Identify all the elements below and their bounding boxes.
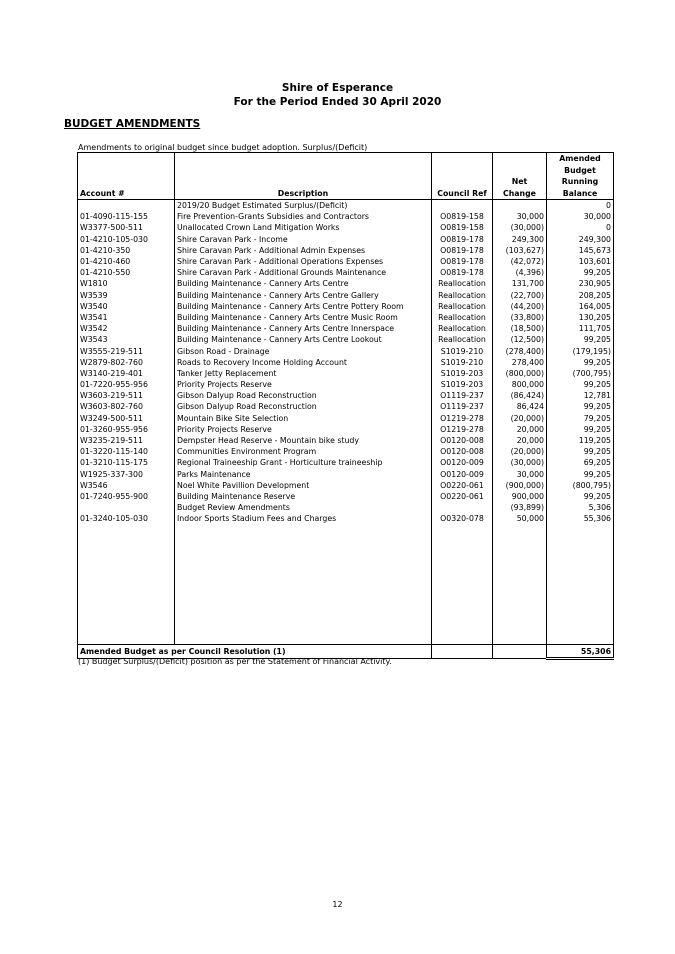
intro-text: Amendments to original budget since budget adoption. Surplus/(Deficit) (78, 143, 368, 152)
net-change-cell: 20,000 (493, 424, 547, 435)
council-ref-cell: S1019-210 (432, 345, 493, 356)
balance-cell: 99,205 (547, 424, 614, 435)
account-cell: W3555-219-511 (78, 345, 175, 356)
balance-cell: 230,905 (547, 278, 614, 289)
council-ref-cell: Reallocation (432, 301, 493, 312)
council-ref-cell: O0819-158 (432, 222, 493, 233)
council-ref-cell: O0120-009 (432, 469, 493, 480)
account-cell: 01-4210-460 (78, 256, 175, 267)
table-row (78, 211, 614, 222)
account-cell: 01-4210-350 (78, 245, 175, 256)
net-change-cell: (44,200) (493, 301, 547, 312)
balance-cell: 0 (547, 222, 614, 233)
council-ref-cell: O1219-278 (432, 413, 493, 424)
description-cell: Priority Projects Reserve (175, 424, 432, 435)
description-cell: Budget Review Amendments (175, 502, 432, 513)
net-change-cell: (93,899) (493, 502, 547, 513)
council-ref-cell: O0819-158 (432, 211, 493, 222)
balance-cell: 99,205 (547, 401, 614, 412)
net-change-cell: (12,500) (493, 334, 547, 345)
table-row (78, 491, 614, 502)
description-cell: Building Maintenance - Cannery Arts Centre Gallery (175, 290, 432, 301)
description-cell: Building Maintenance - Cannery Arts Centre Music Room (175, 312, 432, 323)
council-ref-cell: O1119-237 (432, 401, 493, 412)
council-ref-cell: O0819-178 (432, 256, 493, 267)
balance-cell: 12,781 (547, 390, 614, 401)
description-cell: Fire Prevention-Grants Subsidies and Contractors (175, 211, 432, 222)
table-row (78, 457, 614, 468)
description-cell: Shire Caravan Park - Additional Operations Expenses (175, 256, 432, 267)
net-change-cell: (278,400) (493, 345, 547, 356)
description-cell: Building Maintenance - Cannery Arts Centre (175, 278, 432, 289)
net-change-cell: (800,000) (493, 368, 547, 379)
net-change-cell: (20,000) (493, 446, 547, 457)
council-ref-cell: S1019-203 (432, 379, 493, 390)
balance-cell: (179,195) (547, 345, 614, 356)
balance-cell: 79,205 (547, 413, 614, 424)
header-balance-line1: Amended (559, 154, 601, 163)
account-cell: W3546 (78, 480, 175, 491)
table-row (78, 345, 614, 356)
account-cell: W3539 (78, 290, 175, 301)
account-cell: W3542 (78, 323, 175, 334)
description-cell: Gibson Dalyup Road Reconstruction (175, 390, 432, 401)
header-net-change-line2: Change (503, 188, 536, 198)
council-ref-cell: O0220-061 (432, 491, 493, 502)
table-row (78, 312, 614, 323)
total-label: Amended Budget as per Council Resolution (1) (78, 645, 432, 659)
header-net-change-line1: Net (511, 177, 528, 186)
account-cell: W1810 (78, 278, 175, 289)
table-row (78, 435, 614, 446)
net-change-cell: 30,000 (493, 211, 547, 222)
balance-cell: 99,205 (547, 334, 614, 345)
table-row (78, 301, 614, 312)
table-filler-row (78, 524, 614, 645)
net-change-cell (493, 200, 547, 212)
balance-cell: 99,205 (547, 491, 614, 502)
net-change-cell: 20,000 (493, 435, 547, 446)
account-cell: W3603-219-511 (78, 390, 175, 401)
table-row (78, 334, 614, 345)
description-cell: Noel White Pavillion Development (175, 480, 432, 491)
description-cell: Gibson Dalyup Road Reconstruction (175, 401, 432, 412)
net-change-cell: 900,000 (493, 491, 547, 502)
net-change-cell: 131,700 (493, 278, 547, 289)
header-balance-line2: Budget (564, 165, 596, 175)
document-subtitle: For the Period Ended 30 April 2020 (233, 96, 442, 108)
description-cell: Gibson Road - Drainage (175, 345, 432, 356)
council-ref-cell: O0120-009 (432, 457, 493, 468)
total-value: 55,306 (547, 645, 614, 659)
description-cell: Shire Caravan Park - Additional Grounds Maintenance (175, 267, 432, 278)
balance-cell: 99,205 (547, 379, 614, 390)
account-cell: 01-3240-105-030 (78, 513, 175, 524)
description-cell: Parks Maintenance (175, 469, 432, 480)
header-net-change (493, 153, 547, 200)
balance-cell: 30,000 (547, 211, 614, 222)
budget-amendments-table (77, 152, 614, 660)
balance-cell: 55,306 (547, 513, 614, 524)
council-ref-cell: O0320-078 (432, 513, 493, 524)
table-row (78, 379, 614, 390)
description-cell: Building Maintenance Reserve (175, 491, 432, 502)
account-cell: W3140-219-401 (78, 368, 175, 379)
description-cell: Indoor Sports Stadium Fees and Charges (175, 513, 432, 524)
header-balance (547, 153, 614, 200)
table-row (78, 513, 614, 524)
table-row (78, 290, 614, 301)
council-ref-cell: Reallocation (432, 323, 493, 334)
page-number: 12 (332, 900, 343, 909)
account-cell: 01-3260-955-956 (78, 424, 175, 435)
table-row (78, 390, 614, 401)
account-cell: 01-7240-955-900 (78, 491, 175, 502)
council-ref-cell: O0819-178 (432, 245, 493, 256)
balance-cell: 145,673 (547, 245, 614, 256)
table-row (78, 245, 614, 256)
balance-cell: 249,300 (547, 234, 614, 245)
table-row (78, 267, 614, 278)
table-row (78, 424, 614, 435)
description-cell: 2019/20 Budget Estimated Surplus/(Deficit) (175, 200, 432, 212)
account-cell: W3603-802-760 (78, 401, 175, 412)
net-change-cell: 800,000 (493, 379, 547, 390)
table-row (78, 222, 614, 233)
description-cell: Building Maintenance - Cannery Arts Centre Innerspace (175, 323, 432, 334)
balance-cell: (800,795) (547, 480, 614, 491)
net-change-cell: 249,300 (493, 234, 547, 245)
council-ref-cell (432, 200, 493, 212)
table-row (78, 502, 614, 513)
net-change-cell: 86,424 (493, 401, 547, 412)
table-row (78, 480, 614, 491)
council-ref-cell: O0120-008 (432, 446, 493, 457)
council-ref-cell: S1019-203 (432, 368, 493, 379)
account-cell: W3541 (78, 312, 175, 323)
council-ref-cell: O0120-008 (432, 435, 493, 446)
council-ref-cell: O0819-178 (432, 234, 493, 245)
balance-cell: 119,205 (547, 435, 614, 446)
balance-cell: 99,205 (547, 469, 614, 480)
description-cell: Communities Environment Program (175, 446, 432, 457)
description-cell: Regional Traineeship Grant - Horticulture traineeship (175, 457, 432, 468)
description-cell: Shire Caravan Park - Additional Admin Expenses (175, 245, 432, 256)
table-header-row (78, 153, 614, 200)
balance-cell: 5,306 (547, 502, 614, 513)
description-cell: Dempster Head Reserve - Mountain bike study (175, 435, 432, 446)
balance-cell: 130,205 (547, 312, 614, 323)
council-ref-cell: Reallocation (432, 278, 493, 289)
council-ref-cell: S1019-210 (432, 357, 493, 368)
account-cell: 01-3210-115-175 (78, 457, 175, 468)
balance-cell: (700,795) (547, 368, 614, 379)
table-row (78, 401, 614, 412)
net-change-cell: (18,500) (493, 323, 547, 334)
header-description: Description (175, 153, 432, 200)
account-cell (78, 200, 175, 212)
table-row (78, 278, 614, 289)
net-change-cell: (30,000) (493, 222, 547, 233)
account-cell: W3543 (78, 334, 175, 345)
description-cell: Building Maintenance - Cannery Arts Centre Pottery Room (175, 301, 432, 312)
table-row (78, 469, 614, 480)
description-cell: Priority Projects Reserve (175, 379, 432, 390)
header-balance-line3: Running (561, 177, 599, 186)
balance-cell: 111,705 (547, 323, 614, 334)
balance-cell: 99,205 (547, 446, 614, 457)
net-change-cell: (103,627) (493, 245, 547, 256)
council-ref-cell: O0220-061 (432, 480, 493, 491)
description-cell: Building Maintenance - Cannery Arts Centre Lookout (175, 334, 432, 345)
description-cell: Tanker Jetty Replacement (175, 368, 432, 379)
council-ref-cell: O1119-237 (432, 390, 493, 401)
account-cell: W3235-219-511 (78, 435, 175, 446)
council-ref-cell: O1219-278 (432, 424, 493, 435)
balance-cell: 164,005 (547, 301, 614, 312)
account-cell: W3249-500-511 (78, 413, 175, 424)
balance-cell: 103,601 (547, 256, 614, 267)
net-change-cell: (20,000) (493, 413, 547, 424)
account-cell: W3377-500-511 (78, 222, 175, 233)
net-change-cell: (22,700) (493, 290, 547, 301)
table-row (78, 323, 614, 334)
council-ref-cell: Reallocation (432, 334, 493, 345)
header-account: Account # (78, 153, 175, 200)
net-change-cell: 30,000 (493, 469, 547, 480)
balance-cell: 69,205 (547, 457, 614, 468)
account-cell (78, 502, 175, 513)
net-change-cell: (30,000) (493, 457, 547, 468)
net-change-cell: 50,000 (493, 513, 547, 524)
table-row (78, 256, 614, 267)
footnote: (1) Budget Surplus/(Deficit) position as per the Statement of Financial Activity. (78, 657, 392, 666)
description-cell: Roads to Recovery Income Holding Account (175, 357, 432, 368)
net-change-cell: 278,400 (493, 357, 547, 368)
table-row (78, 234, 614, 245)
table-row (78, 357, 614, 368)
header-balance-line4: Balance (562, 188, 598, 198)
account-cell: 01-4210-105-030 (78, 234, 175, 245)
account-cell: W2879-802-760 (78, 357, 175, 368)
description-cell: Shire Caravan Park - Income (175, 234, 432, 245)
section-title: BUDGET AMENDMENTS (64, 118, 201, 130)
account-cell: W1925-337-300 (78, 469, 175, 480)
balance-cell: 208,205 (547, 290, 614, 301)
document-title: Shire of Esperance (281, 82, 394, 94)
council-ref-cell: Reallocation (432, 312, 493, 323)
balance-cell: 99,205 (547, 267, 614, 278)
net-change-cell: (33,800) (493, 312, 547, 323)
council-ref-cell: O0819-178 (432, 267, 493, 278)
net-change-cell: (900,000) (493, 480, 547, 491)
table-row (78, 368, 614, 379)
table-row (78, 446, 614, 457)
account-cell: 01-4090-115-155 (78, 211, 175, 222)
account-cell: 01-7220-955-956 (78, 379, 175, 390)
table-row (78, 413, 614, 424)
net-change-cell: (86,424) (493, 390, 547, 401)
account-cell: W3540 (78, 301, 175, 312)
council-ref-cell: Reallocation (432, 290, 493, 301)
net-change-cell: (42,072) (493, 256, 547, 267)
account-cell: 01-3220-115-140 (78, 446, 175, 457)
balance-cell: 0 (547, 200, 614, 212)
description-cell: Mountain Bike Site Selection (175, 413, 432, 424)
header-council-ref: Council Ref (432, 153, 493, 200)
description-cell: Unallocated Crown Land Mitigation Works (175, 222, 432, 233)
balance-cell: 99,205 (547, 357, 614, 368)
net-change-cell: (4,396) (493, 267, 547, 278)
account-cell: 01-4210-550 (78, 267, 175, 278)
table-row (78, 200, 614, 212)
council-ref-cell (432, 502, 493, 513)
